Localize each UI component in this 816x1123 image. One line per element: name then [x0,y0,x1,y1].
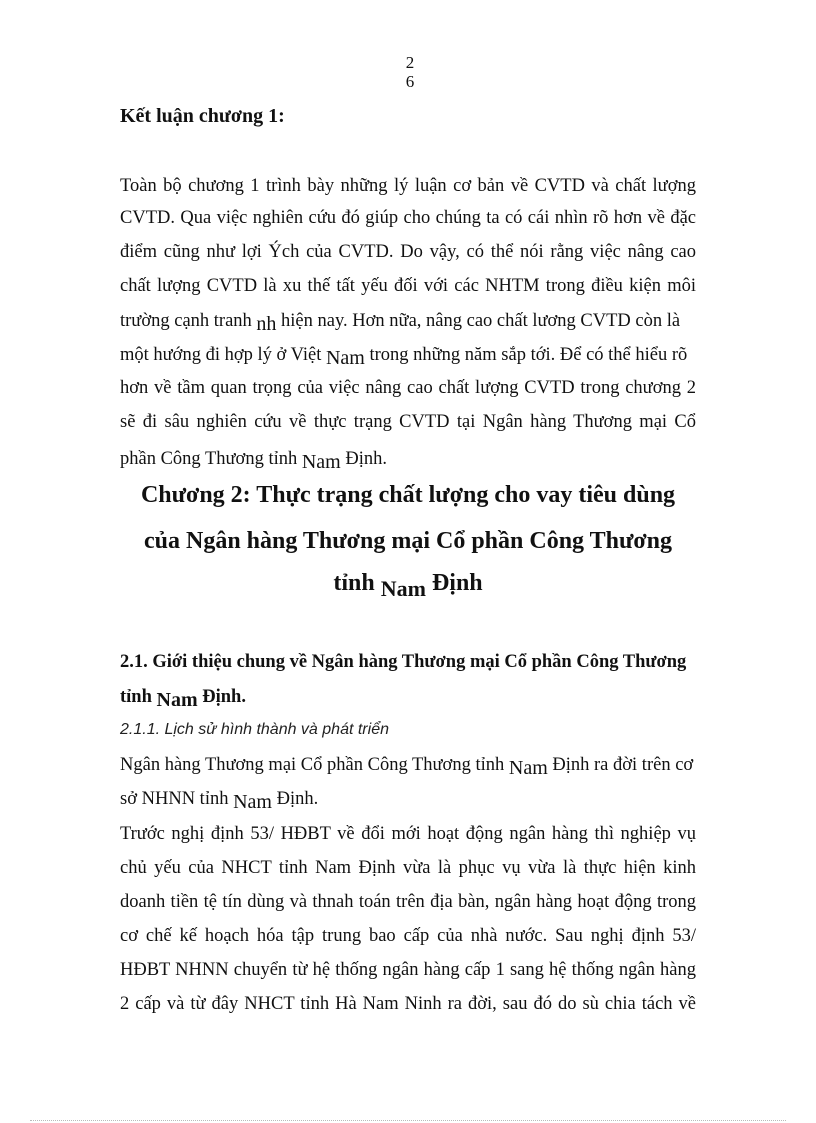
page-number-top: 2 [405,53,415,72]
paragraph1-line: trường cạnh tranh nh hiện nay. Hơn nữa, nâng cao chất lương CVTD còn là [120,311,681,335]
section-2-1-1-heading: 2.1.1. Lịch sử hình thành và phát triển [120,721,389,738]
paragraph3-line: HĐBT NHNN chuyển từ hệ thống ngân hàng cấp 1 sang hệ thống ngân hàng [120,960,696,980]
paragraph1-line: CVTD. Qua việc nghiên cứu đó giúp cho chúng ta có cái nhìn rõ hơn về đặc [120,208,696,228]
page-bottom-rule [30,1120,786,1121]
paragraph2-line: Ngân hàng Thương mại Cổ phần Công Thương tỉnh Nam Định ra đời trên cơ [120,755,694,779]
sub-fragment: Nam [325,347,365,369]
paragraph1-line: hơn về tầm quan trọng của việc nâng cao chất lượng CVTD trong chương 2 [120,378,696,398]
paragraph2-line: sở NHNN tỉnh Nam Định. [120,789,319,813]
paragraph1-line: phần Công Thương tỉnh Nam Định. [120,449,387,473]
sub-fragment: nh [256,313,277,335]
paragraph3-line: cơ chế kế hoạch hóa tập trung bao cấp của nhà nước. Sau nghị định 53/ [120,926,696,946]
chapter-title-line3: tỉnh Nam Định [333,570,483,601]
conclusion-heading: Kết luận chương 1: [120,105,285,127]
chapter-title-line2: của Ngân hàng Thương mại Cổ phần Công Thương [143,528,672,554]
page-number-bottom: 6 [405,72,415,91]
paragraph1-line: Toàn bộ chương 1 trình bày những lý luận cơ bản về CVTD và chất lượng [120,176,696,196]
paragraph3-line: 2 cấp và từ đây NHCT tỉnh Hà Nam Ninh ra đời, sau đó do sù chia tách về [120,994,696,1014]
paragraph1-line: chất lượng CVTD là xu thế tất yếu đối với các NHTM trong điều kiện môi [120,276,696,296]
section-2-1-heading: 2.1. Giới thiệu chung về Ngân hàng Thương mại Cổ phần Công Thương [120,652,687,672]
paragraph1-line: sẽ đi sâu nghiên cứu về thực trạng CVTD tại Ngân hàng Thương mại Cổ [120,412,696,432]
paragraph1-line: một hướng đi hợp lý ở Việt Nam trong những năm sắp tới. Để có thể hiểu rõ [120,345,688,369]
paragraph1-line: điểm cũng như lợi Ých của CVTD. Do vậy, có thể nói rằng việc nâng cao [120,242,696,262]
section-2-1-heading-cont: tỉnh Nam Định. [120,687,246,711]
paragraph3-line: doanh tiền tệ tín dùng và thnah toán trên địa bàn, ngân hàng hoạt động trong [120,892,696,912]
chapter-title-line1: Chương 2: Thực trạng chất lượng cho vay tiêu dùng [140,482,676,508]
paragraph3-line: chủ yếu của NHCT tỉnh Nam Định vừa là phục vụ vừa là thực hiện kinh [120,858,696,878]
sub-fragment: Nam [301,451,341,473]
paragraph3-line: Trước nghị định 53/ HĐBT về đổi mới hoạt động ngân hàng thì nghiệp vụ [120,824,696,844]
